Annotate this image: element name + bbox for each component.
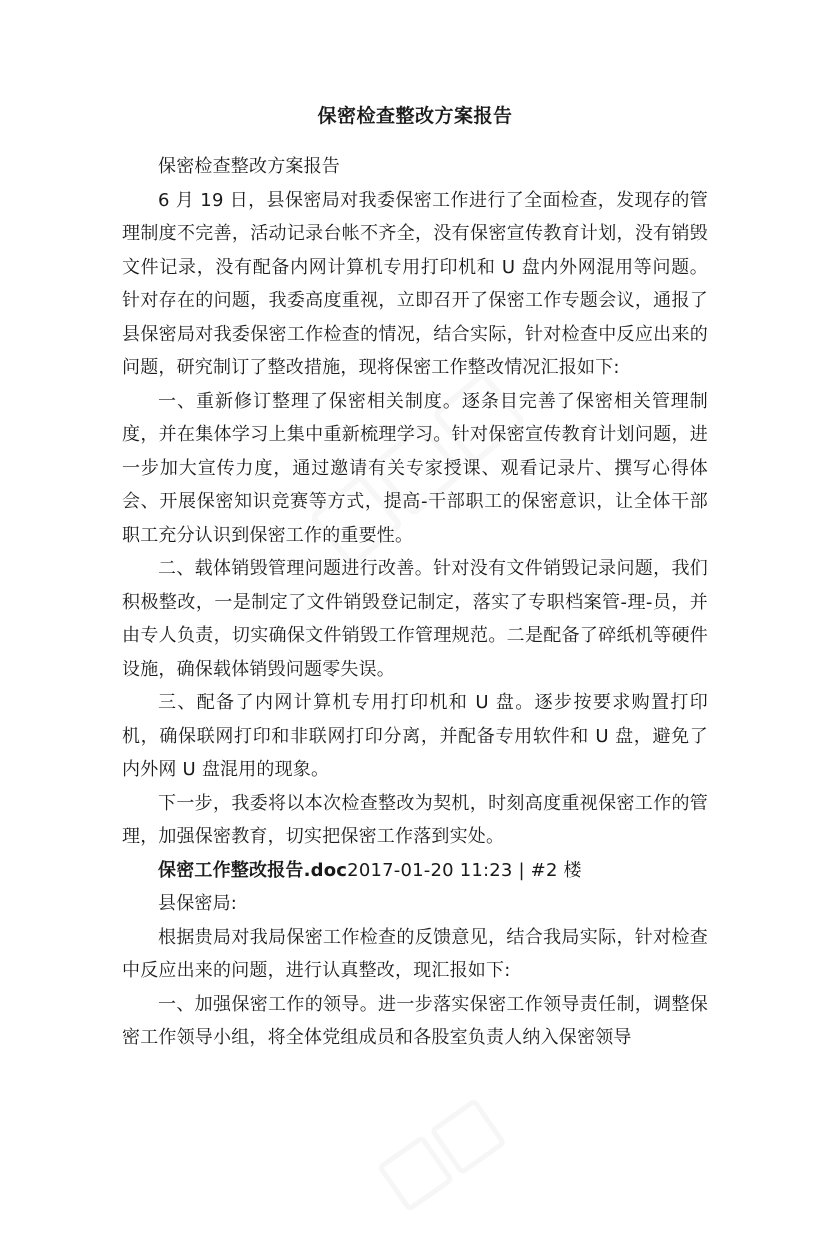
paragraph: 6 月 19 日，县保密局对我委保密工作进行了全面检查，发现存的管理制度不完善，活动记录台帐不齐全，没有保密宣传教育计划，没有销毁文件记录，没有配备内网计算机专用打印机和 U 盘内外网混用等问题。针对存在的问题，我委高度重视，立即召开了保密工作专题会议，通报了县保密局对我委保密工作检查的情况，结合实际，针对检查中反应出来的问题，研究制订了整改措施，现将保密工作整改情况汇报如下: (122, 189, 708, 378)
file-line (122, 854, 708, 888)
file-meta: 2017-01-20 11:23 | #2 楼 (347, 859, 582, 881)
file-name: 保密工作整改报告.doc (158, 859, 348, 881)
paragraph: 保密检查整改方案报告 (158, 156, 340, 177)
document-title: 保密检查整改方案报告 (317, 105, 513, 127)
watermark-mark (377, 1134, 455, 1212)
paragraph: 下一步，我委将以本次检查整改为契机，时刻高度重视保密工作的管理，加强保密教育，切实把保密工作落到实处。 (122, 792, 708, 847)
watermark-bottom (373, 1066, 566, 1234)
paragraph: 二、载体销毁管理问题进行改善。针对没有文件销毁记录问题，我们积极整改，一是制定了文件销毁登记制定，落实了专职档案管-理-员，并由专人负责，切实确保文件销毁工作管理规范。二是配备了碎纸机等硬件设施，确保载体销毁问题零失误。 (122, 558, 708, 680)
paragraph: 县保密局: (158, 893, 238, 914)
paragraph: 一、重新修订整理了保密相关制度。逐条目完善了保密相关管理制度，并在集体学习上集中重新梳理学习。针对保密宣传教育计划问题，进一步加大宣传力度，通过邀请有关专家授课、观看记录片、撰写心得体会、开展保密知识竞赛等方式，提高-干部职工的保密意识，让全体干部职工充分认识到保密工作的重要性。 (122, 390, 708, 546)
paragraph: 一、加强保密工作的领导。进一步落实保密工作领导责任制，调整保密工作领导小组，将全体党组成员和各股室负责人纳入保密领导 (122, 993, 708, 1048)
document-page (122, 100, 708, 1055)
watermark-mark (429, 1098, 507, 1176)
paragraph: 根据贵局对我局保密工作检查的反馈意见，结合我局实际，针对检查中反应出来的问题，进行认真整改，现汇报如下: (122, 926, 708, 981)
paragraph: 三、配备了内网计算机专用打印机和 U 盘。逐步按要求购置打印机，确保联网打印和非联网打印分离，并配备专用软件和 U 盘，避免了内外网 U 盘混用的现象。 (122, 692, 708, 780)
